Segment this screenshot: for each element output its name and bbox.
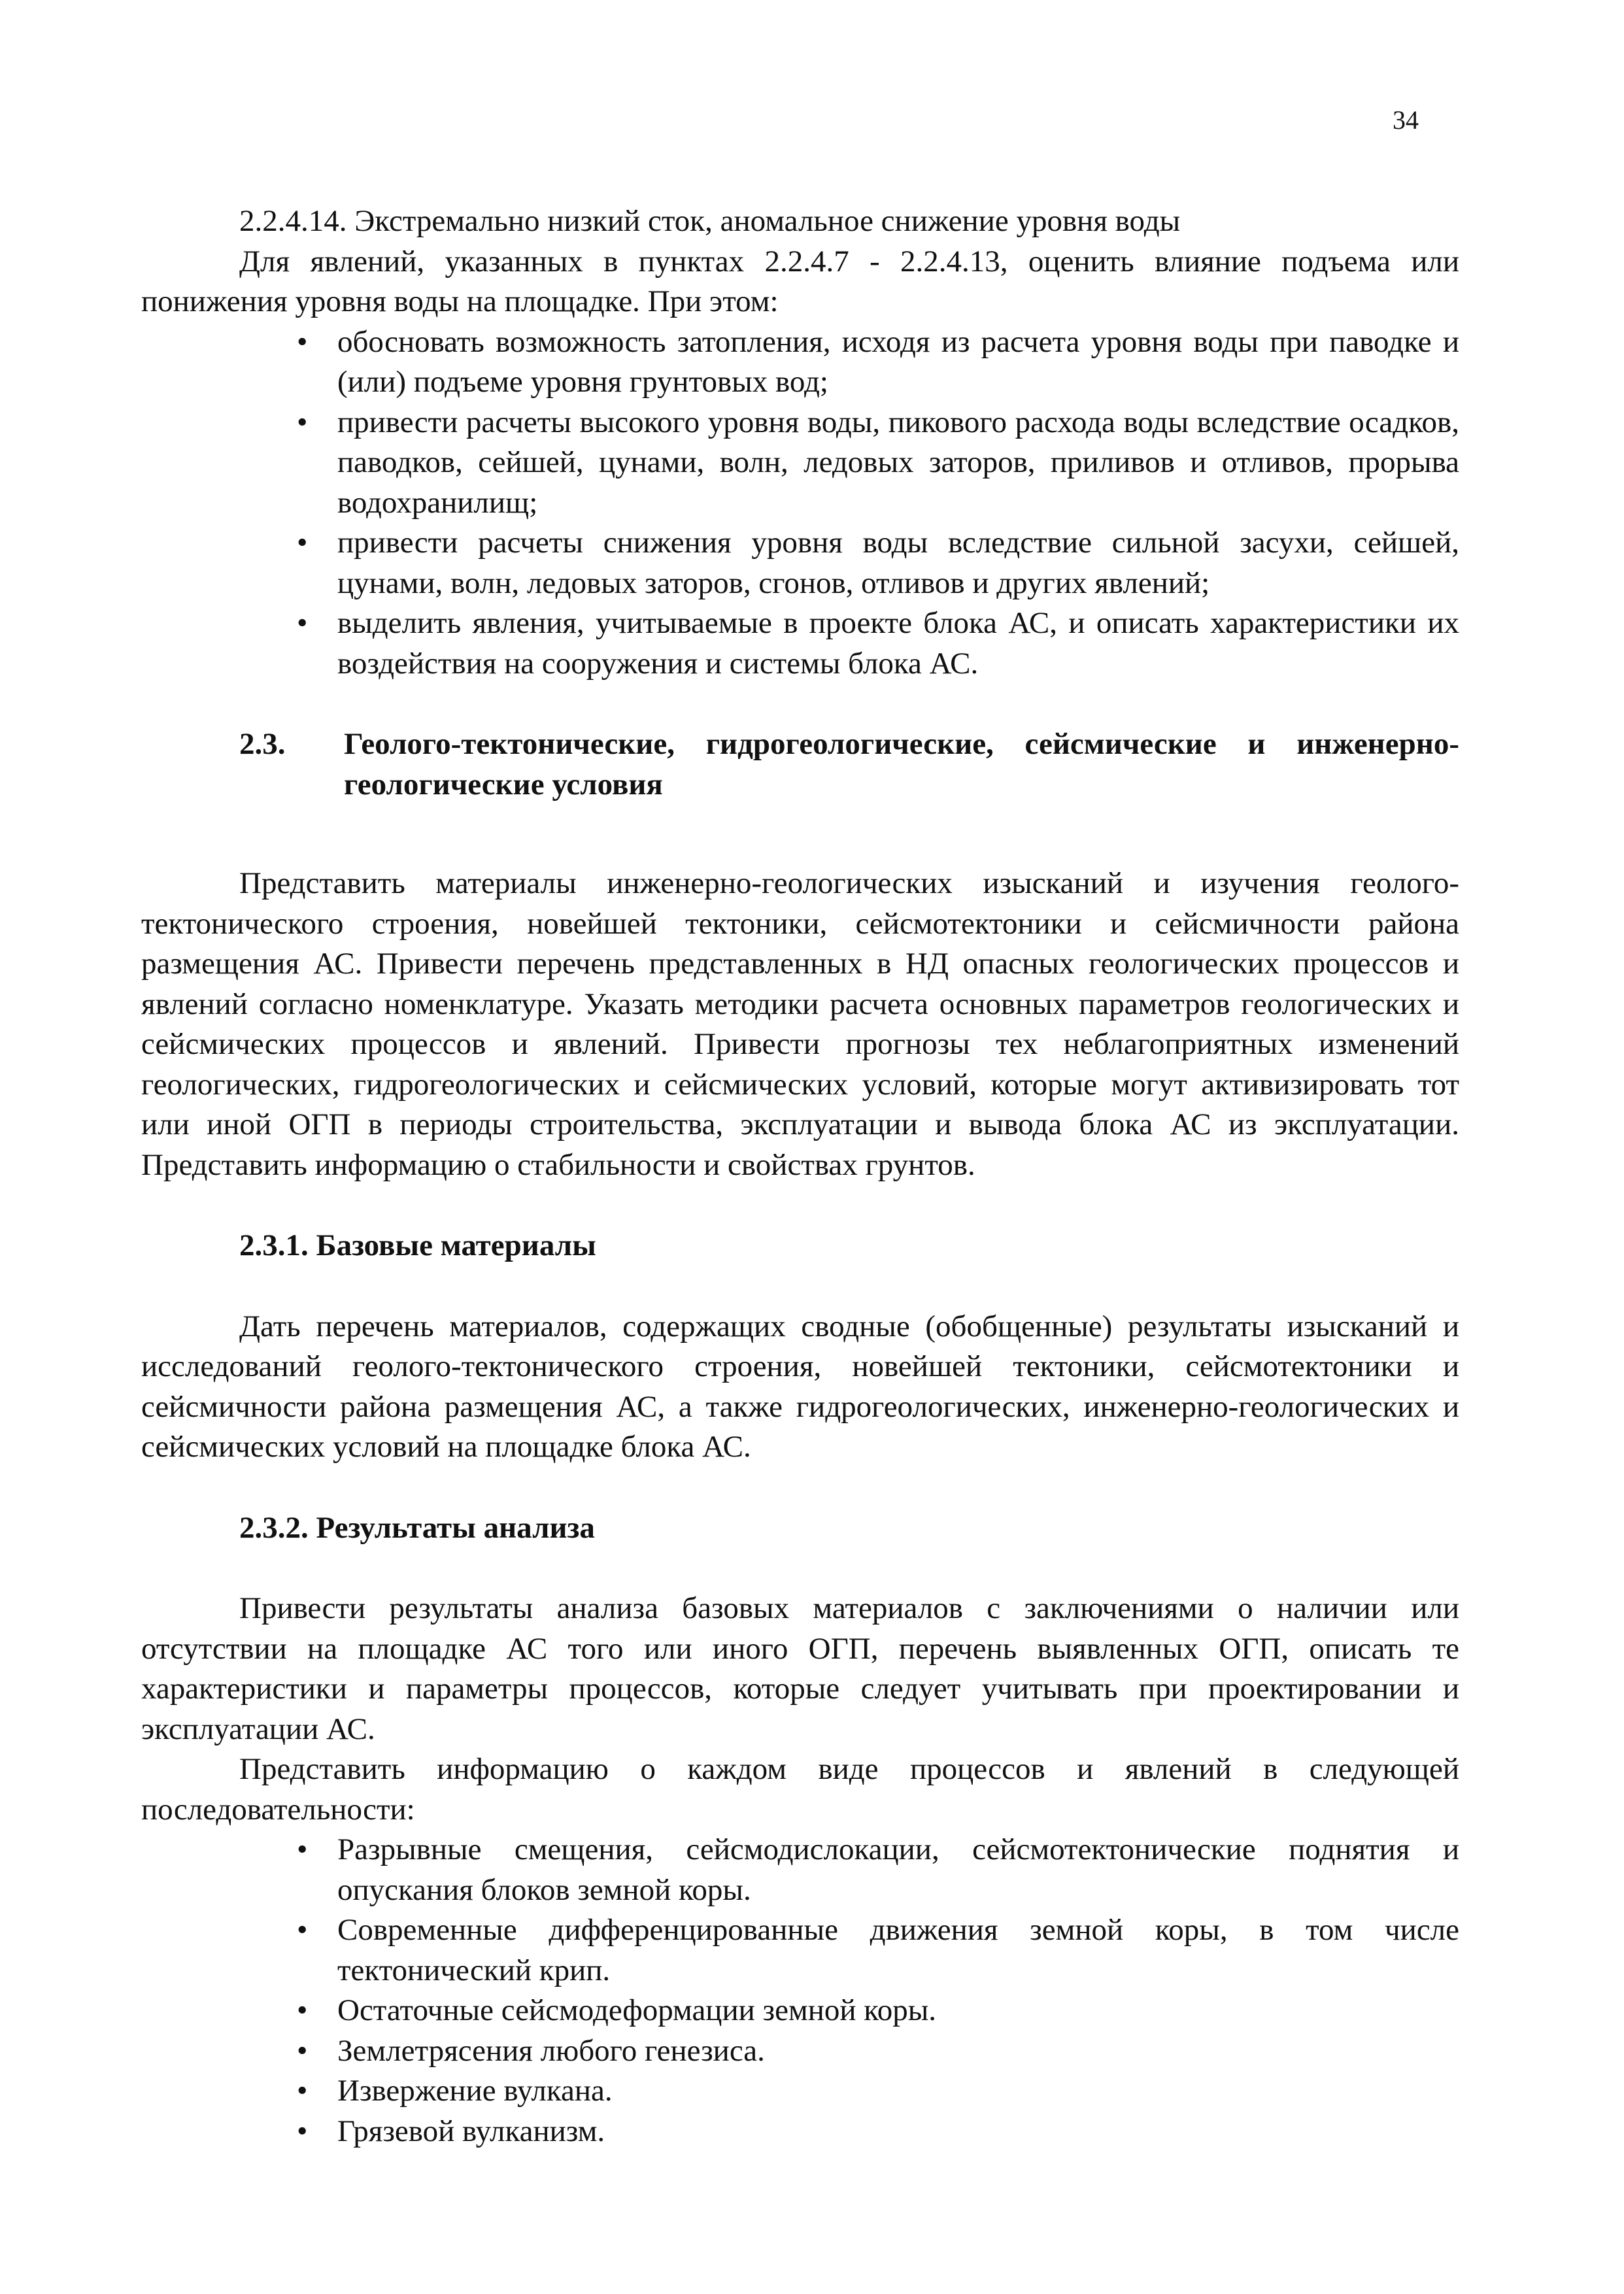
- section-2-3-2-title: 2.3.2. Результаты анализа: [239, 1510, 595, 1545]
- list-item: • Землетрясения любого генезиса.: [141, 2031, 1459, 2072]
- subsection-2-2-4-14-intro: Для явлений, указанных в пунктах 2.2.4.7 - 2.2.4.13, оценить влияние подъема или понижения уровня воды на площадке. При этом:: [141, 244, 1459, 318]
- section-2-3-1-paragraph: Дать перечень материалов, содержащих сводные (обобщенные) результаты изысканий и исследований геолого-тектонического строения, новейшей тектоники, сейсмотектоники и сейсмичности района размещения АС, а также гидрогеологических, инженерно-геологических и сейсмических условий на площадке блока АС.: [141, 1309, 1459, 1464]
- section-2-3-heading: [141, 724, 1459, 805]
- page-content: [141, 201, 1459, 2151]
- section-2-3-paragraph: Представить материалы инженерно-геологических изысканий и изучения геолого-тектонического строения, новейшей тектоники, сейсмотектоники и сейсмичности района размещения АС. Привести перечень представленных в НД опасных геологических процессов и явлений согласно номенклатуре. Указать методики расчета основных параметров геологических и сейсмических процессов и явлений. Привести прогнозы тех неблагоприятных изменений геологических, гидрогеологических и сейсмических условий, которые могут активизировать тот или иной ОГП в периоды строительства, эксплуатации и вывода блока АС из эксплуатации. Представить информацию о стабильности и свойствах грунтов.: [141, 866, 1459, 1182]
- list-item: • Извержение вулкана.: [141, 2071, 1459, 2112]
- list-item: • Грязевой вулканизм.: [141, 2112, 1459, 2152]
- list-item: • обосновать возможность затопления, исходя из расчета уровня воды при паводке и (или) подъеме уровня грунтовых вод;: [141, 322, 1459, 403]
- list-item: • выделить явления, учитываемые в проекте блока АС, и описать характеристики их воздействия на сооружения и системы блока АС.: [141, 603, 1459, 684]
- page-number: 34: [1393, 105, 1419, 135]
- subsection-2-2-4-14-title: 2.2.4.14. Экстремально низкий сток, аномальное снижение уровня воды: [239, 204, 1181, 238]
- list-item: • Современные дифференцированные движения земной коры, в том числе тектонический крип.: [141, 1910, 1459, 1991]
- section-2-3-2-paragraph-1: Привести результаты анализа базовых материалов с заключениями о наличии или отсутствии на площадке АС того или иного ОГП, перечень выявленных ОГП, описать те характеристики и параметры процессов, которые следует учитывать при проектировании и эксплуатации АС.: [141, 1591, 1459, 1746]
- list-item: • Разрывные смещения, сейсмодислокации, сейсмотектонические поднятия и опускания блоков земной коры.: [141, 1830, 1459, 1910]
- section-2-3-2-list: [141, 1830, 1459, 2151]
- list-item: • привести расчеты высокого уровня воды, пикового расхода воды вследствие осадков, паводков, сейшей, цунами, волн, ледовых заторов, приливов и отливов, прорыва водохранилищ;: [141, 403, 1459, 524]
- section-2-3-title: Геолого-тектонические, гидрогеологические, сейсмические и инженерно-геологические условия: [344, 727, 1459, 801]
- section-2-3-1-title: 2.3.1. Базовые материалы: [239, 1228, 596, 1262]
- section-2-3-number: 2.3.: [239, 727, 286, 761]
- section-2-3-2-paragraph-2: Представить информацию о каждом виде процессов и явлений в следующей последовательности:: [141, 1752, 1459, 1827]
- subsection-2-2-4-14-list: [141, 322, 1459, 684]
- list-item: • привести расчеты снижения уровня воды вследствие сильной засухи, сейшей, цунами, волн, ледовых заторов, сгонов, отливов и других явлений;: [141, 523, 1459, 603]
- list-item: • Остаточные сейсмодеформации земной коры.: [141, 1991, 1459, 2031]
